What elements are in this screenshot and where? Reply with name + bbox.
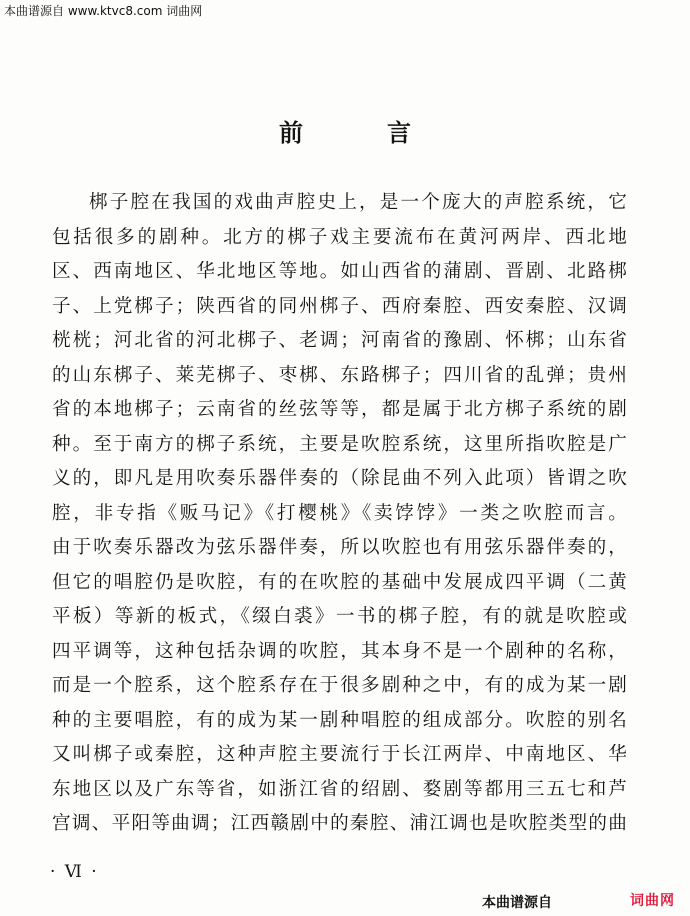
text-line: 宫调、平阳等曲调；江西赣剧中的秦腔、浦江调也是吹腔类型的曲 bbox=[52, 813, 627, 834]
text-line: 包括很多的剧种。北方的梆子戏主要流布在黄河两岸、西北地 bbox=[52, 226, 627, 248]
text-line: 种。至于南方的梆子系统，主要是吹腔系统，这里所指吹腔是广 bbox=[52, 433, 627, 455]
text-line: 的山东梆子、莱芜梆子、枣梆、东路梆子；四川省的乱弹；贵州 bbox=[52, 364, 627, 386]
text-line: 梆子腔在我国的戏曲声腔史上，是一个庞大的声腔系统，它 bbox=[89, 192, 627, 213]
text-line: 四平调等，这种包括杂调的吹腔，其本身不是一个剧种的名称， bbox=[52, 640, 627, 662]
text-line: 又叫梆子或秦腔，这种声腔主要流行于长江两岸、中南地区、华 bbox=[52, 744, 627, 765]
text-line: 种的主要唱腔，有的成为某一剧种唱腔的组成部分。吹腔的别名 bbox=[52, 709, 627, 731]
text-line: 子、上党梆子；陕西省的同州梆子、西府秦腔、西安秦腔、汉调 bbox=[52, 295, 627, 317]
text-line: 由于吹奏乐器改为弦乐器伴奏，所以吹腔也有用弦乐器伴奏的， bbox=[52, 537, 627, 558]
body-text bbox=[52, 186, 627, 842]
site-logo: 词曲网 bbox=[630, 893, 675, 909]
text-line: 而是一个腔系，这个腔系存在于很多剧种之中，有的成为某一剧 bbox=[52, 675, 627, 696]
text-line: 腔，非专指《贩马记》《打樱桃》《卖饽饽》一类之吹腔而言。 bbox=[52, 502, 627, 524]
text-line: 区、西南地区、华北地区等地。如山西省的蒲剧、晋剧、北路梆 bbox=[52, 261, 627, 282]
bottom-watermark: 本曲谱源自 bbox=[482, 895, 552, 911]
text-line: 桄桄；河北省的河北梆子、老调；河南省的豫剧、怀梆；山东省 bbox=[52, 330, 627, 351]
text-line: 平板）等新的板式，《缀白裘》一书的梆子腔，有的就是吹腔或 bbox=[52, 606, 627, 627]
text-line: 义的，即凡是用吹奏乐器伴奏的（除昆曲不列入此项）皆谓之吹 bbox=[52, 468, 627, 489]
page-number: · Ⅵ · bbox=[50, 862, 99, 882]
text-line: 东地区以及广东等省，如浙江省的绍剧、婺剧等都用三五七和芦 bbox=[52, 778, 627, 800]
text-line: 但它的唱腔仍是吹腔，有的在吹腔的基础中发展成四平调（二黄 bbox=[52, 571, 627, 593]
page-title: 前言 bbox=[279, 118, 495, 147]
text-line: 省的本地梆子；云南省的丝弦等等，都是属于北方梆子系统的剧 bbox=[52, 399, 627, 420]
top-watermark: 本曲谱源自 www.ktvc8.com 词曲网 bbox=[4, 4, 203, 18]
